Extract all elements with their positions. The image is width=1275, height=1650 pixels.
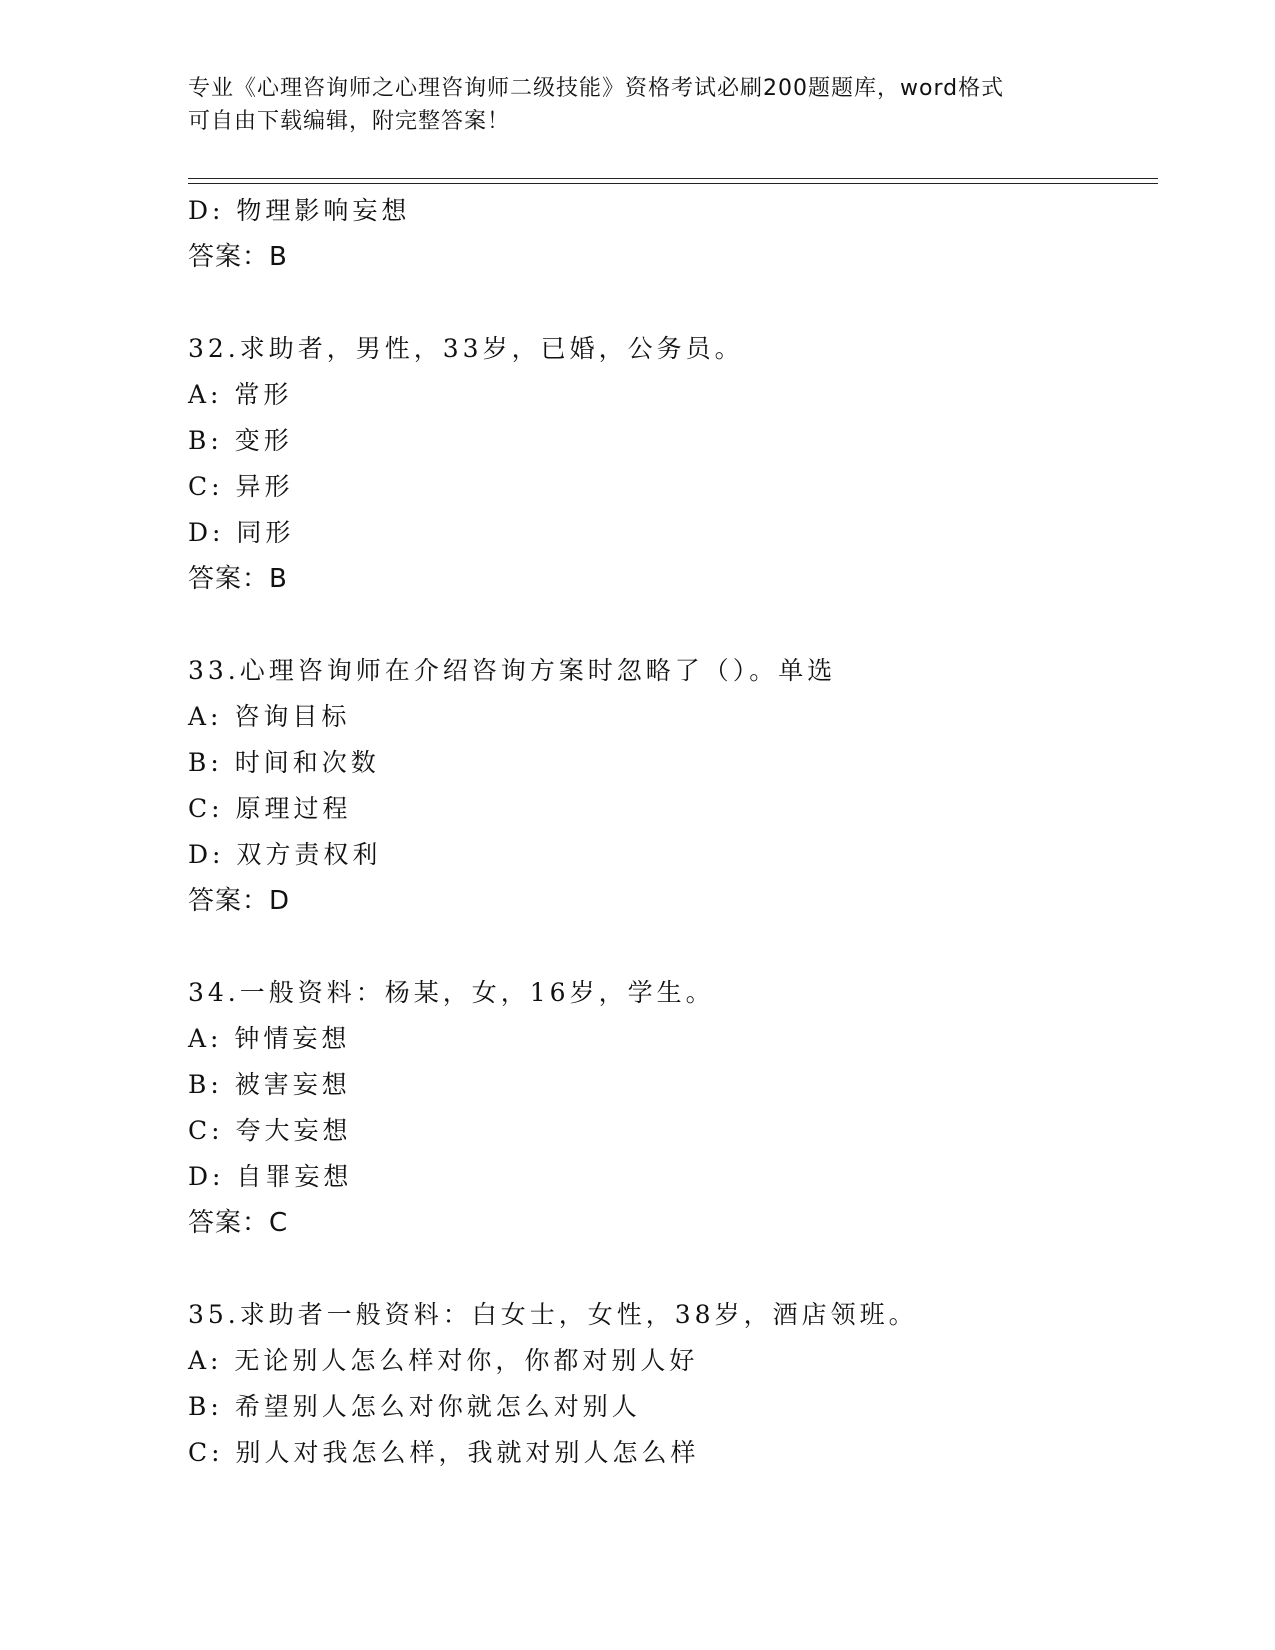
answer-line: 答案：B: [188, 242, 288, 272]
question-block-35: [188, 1292, 1158, 1476]
option-c: C: 夸大妄想: [188, 1116, 352, 1145]
question-block-33: [188, 648, 1158, 924]
option-a: A: 钟情妄想: [188, 1024, 351, 1053]
option-a: A: 常形: [188, 380, 293, 409]
question-list: [188, 188, 1158, 1476]
question-block-34: [188, 970, 1158, 1246]
option-b: B: 希望别人怎么对你就怎么对别人: [188, 1392, 641, 1421]
option-d: D: 物理影响妄想: [188, 196, 411, 225]
option-d: D: 自罪妄想: [188, 1162, 353, 1191]
option-a: A: 无论别人怎么样对你，你都对别人好: [188, 1346, 699, 1375]
question-stem: 34.一般资料：杨某，女，16岁，学生。: [188, 978, 715, 1007]
question-block-32: [188, 326, 1158, 602]
option-c: C: 别人对我怎么样，我就对别人怎么样: [188, 1438, 700, 1467]
document-header: [188, 72, 1088, 138]
option-c: C: 原理过程: [188, 794, 352, 823]
header-line-1: 专业《心理咨询师之心理咨询师二级技能》资格考试必刷200题题库，word格式: [188, 76, 1005, 101]
option-c: C: 异形: [188, 472, 294, 501]
option-a: A: 咨询目标: [188, 702, 351, 731]
header-divider-top: [188, 178, 1158, 179]
answer-line: 答案：D: [188, 886, 291, 916]
question-stem: 32.求助者，男性，33岁，已婚，公务员。: [188, 334, 744, 363]
option-b: B: 被害妄想: [188, 1070, 351, 1099]
question-stem: 33.心理咨询师在介绍咨询方案时忽略了（）。单选: [188, 656, 837, 685]
option-d: D: 同形: [188, 518, 295, 547]
header-line-2: 可自由下载编辑，附完整答案！: [188, 109, 511, 134]
option-b: B: 变形: [188, 426, 293, 455]
question-stem: 35.求助者一般资料：白女士，女性，38岁，酒店领班。: [188, 1300, 918, 1329]
answer-line: 答案：C: [188, 1208, 289, 1238]
header-divider-bottom: [188, 183, 1158, 184]
option-b: B: 时间和次数: [188, 748, 380, 777]
answer-line: 答案：B: [188, 564, 288, 594]
option-d: D: 双方责权利: [188, 840, 382, 869]
